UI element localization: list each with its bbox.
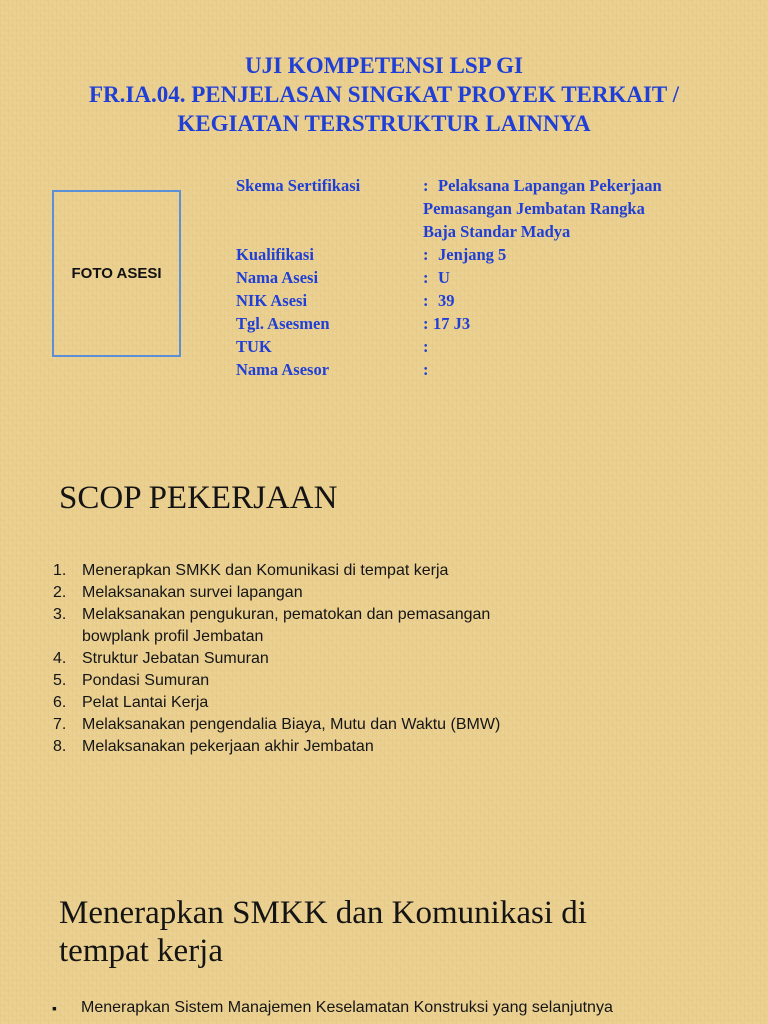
section-bullet-item: [52, 997, 684, 1019]
scope-item-text: Menerapkan SMKK dan Komunikasi di tempat kerja: [82, 562, 449, 579]
scope-item: [53, 692, 500, 714]
scope-item-number: 4.: [53, 650, 67, 667]
scope-item-text-continued: bowplank profil Jembatan: [82, 628, 264, 645]
info-label-tuk: TUK: [236, 337, 272, 356]
document-title-line-1: UJI KOMPETENSI LSP GI: [245, 53, 523, 78]
scope-item: [53, 736, 500, 758]
scope-item-text: Melaksanakan pekerjaan akhir Jembatan: [82, 738, 374, 755]
scope-item-number: 6.: [53, 694, 67, 711]
info-colon-tgl-asesmen: :: [423, 314, 429, 333]
info-label-tgl-asesmen: Tgl. Asesmen: [236, 314, 330, 333]
scope-list: [53, 560, 500, 758]
info-value-tgl-asesmen: 17 J3: [433, 314, 471, 333]
scope-item-text: Pelat Lantai Kerja: [82, 694, 209, 711]
scope-item-text: Melaksanakan pengendalia Biaya, Mutu dan Waktu (BMW): [82, 716, 501, 733]
info-colon-nama-asesi: :: [423, 268, 429, 287]
info-colon-skema: :: [423, 176, 429, 195]
info-label-skema: Skema Sertifikasi: [236, 176, 361, 195]
scope-heading: SCOP PEKERJAAN: [59, 480, 338, 516]
scope-item: [53, 648, 500, 670]
scope-item-number: 8.: [53, 738, 67, 755]
scope-item-number: 1.: [53, 562, 67, 579]
scope-item-number: 7.: [53, 716, 67, 733]
info-value-nama-asesi: U: [438, 268, 450, 287]
info-label-nik-asesi: NIK Asesi: [236, 291, 308, 310]
info-colon-kualifikasi: :: [423, 245, 429, 264]
scope-item: [53, 604, 500, 648]
scope-item-number: 3.: [53, 606, 67, 623]
info-label-kualifikasi: Kualifikasi: [236, 245, 314, 264]
section-heading-line-2: tempat kerja: [59, 933, 224, 969]
info-colon-tuk: :: [423, 337, 429, 356]
scope-item-text: Melaksanakan pengukuran, pematokan dan pemasangan: [82, 606, 491, 623]
info-value-skema: Pelaksana Lapangan Pekerjaan: [438, 176, 662, 195]
section-heading: [59, 894, 587, 970]
scope-item: [53, 670, 500, 692]
document-title-line-3: KEGIATAN TERSTRUKTUR LAINNYA: [177, 111, 591, 136]
info-value-kualifikasi: Jenjang 5: [438, 245, 507, 264]
info-colon-nik-asesi: :: [423, 291, 429, 310]
photo-placeholder-label: FOTO ASESI: [71, 265, 162, 282]
section-bullet-text: Menerapkan Sistem Manajemen Keselamatan Konstruksi yang selanjutnya: [81, 999, 613, 1016]
info-label-nama-asesor: Nama Asesor: [236, 360, 330, 379]
info-value-skema-line-2: Pemasangan Jembatan Rangka: [423, 199, 645, 218]
scope-item-number: 5.: [53, 672, 67, 689]
document-title-line-2: FR.IA.04. PENJELASAN SINGKAT PROYEK TERKAIT /: [88, 82, 679, 107]
section-heading-line-1: Menerapkan SMKK dan Komunikasi di: [59, 895, 587, 931]
info-label-nama-asesi: Nama Asesi: [236, 268, 319, 287]
scope-item-number: 2.: [53, 584, 67, 601]
scope-item-text: Struktur Jebatan Sumuran: [82, 650, 269, 667]
square-bullet-icon: ▪: [52, 1000, 57, 1016]
info-value-nik-asesi: 39: [438, 291, 455, 310]
info-colon-nama-asesor: :: [423, 360, 429, 379]
scope-item-text: Pondasi Sumuran: [82, 672, 210, 689]
scope-item: [53, 714, 500, 736]
scope-item-text: Melaksanakan survei lapangan: [82, 584, 303, 601]
scope-item: [53, 582, 500, 604]
info-value-skema-line-3: Baja Standar Madya: [423, 222, 571, 241]
scope-item: [53, 560, 500, 582]
photo-placeholder: [52, 190, 181, 357]
